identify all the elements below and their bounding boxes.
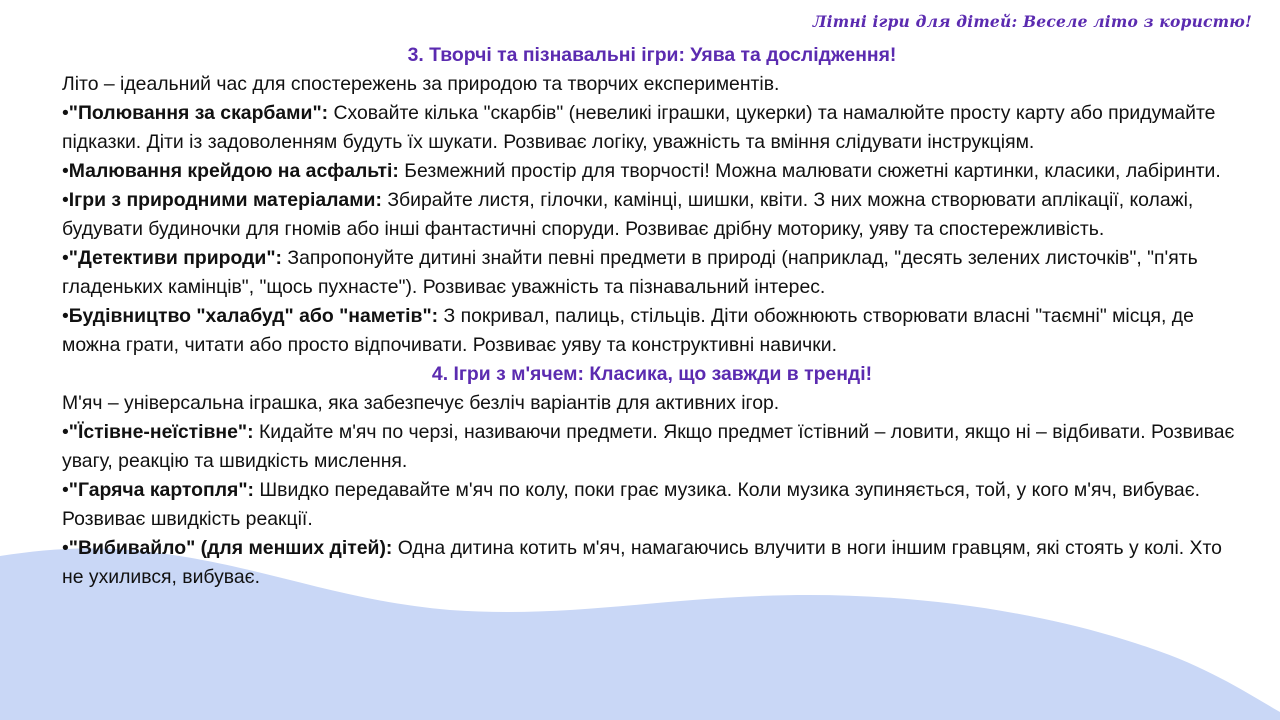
- item-title: Будівництво "халабуд" або "наметів":: [68, 305, 439, 327]
- list-item-nature-detectives: [62, 244, 1242, 302]
- list-item-hot-potato: [62, 476, 1242, 534]
- item-text: З покривал, палиць, стільців. Діти обожнюють створювати власні "таємні" місця, де можна грати, читати або просто відпочивати. Розвиває уяву та конструктивні навички.: [62, 305, 1194, 356]
- item-title: "Вибивайло" (для менших дітей):: [68, 537, 393, 559]
- section-4-intro: М'яч – універсальна іграшка, яка забезпечує безліч варіантів для активних ігор.: [62, 392, 780, 414]
- section-3-heading: 3. Творчі та пізнавальні ігри: Уява та дослідження!: [407, 44, 897, 66]
- bullet: •: [62, 160, 69, 182]
- item-text: Збирайте листя, гілочки, камінці, шишки, квіти. З них можна створювати аплікації, колажі, будувати будиночки для гномів або інші фантастичні споруди. Розвиває дрібну моторику, уяву та спостережливість.: [62, 189, 1194, 240]
- bullet: •: [62, 305, 69, 327]
- list-item-treasure-hunt: [62, 99, 1242, 157]
- item-text: Одна дитина котить м'яч, намагаючись влучити в ноги іншим гравцям, які стоять у колі. Хто не ухилився, вибуває.: [62, 537, 1222, 588]
- item-text: Сховайте кілька "скарбів" (невеликі іграшки, цукерки) та намалюйте просту карту або придумайте підказки. Діти із задоволенням будуть їх шукати. Розвиває логіку, уважність та вміння слідувати інструкціям.: [62, 102, 1216, 153]
- section-3-intro: Літо – ідеальний час для спостережень за природою та творчих експериментів.: [62, 73, 780, 95]
- list-item-edible-inedible: [62, 418, 1242, 476]
- item-text: Безмежний простір для творчості! Можна малювати сюжетні картинки, класики, лабіринти.: [398, 160, 1221, 182]
- item-title: Ігри з природними матеріалами:: [68, 189, 382, 211]
- item-title: "Полювання за скарбами":: [68, 102, 329, 124]
- bullet: •: [62, 102, 69, 124]
- item-title: "Їстівне-неїстівне":: [68, 421, 254, 443]
- list-item-building-forts: [62, 302, 1242, 360]
- item-title: Малювання крейдою на асфальті:: [68, 160, 399, 182]
- item-text: Швидко передавайте м'яч по колу, поки грає музика. Коли музика зупиняється, той, у кого м'яч, вибуває. Розвиває швидкість реакції.: [62, 479, 1200, 530]
- bullet: •: [62, 247, 69, 269]
- list-item-dodgeball: [62, 534, 1242, 592]
- bullet: •: [62, 421, 69, 443]
- item-text: Кидайте м'яч по черзі, називаючи предмети. Якщо предмет їстівний – ловити, якщо ні – відбивати. Розвиває увагу, реакцію та швидкість мислення.: [62, 421, 1235, 472]
- item-title: "Детективи природи":: [68, 247, 282, 269]
- bullet: •: [62, 189, 69, 211]
- bullet: •: [62, 537, 69, 559]
- item-text: Запропонуйте дитині знайти певні предмети в природі (наприклад, "десять зелених листочків", "п'ять гладеньких камінців", "щось пухнасте"). Розвиває уважність та пізнавальний інтерес.: [62, 247, 1198, 298]
- slide-content: [62, 41, 1242, 592]
- section-4-heading: 4. Ігри з м'ячем: Класика, що завжди в тренді!: [431, 363, 873, 385]
- presentation-title: Літні ігри для дітей: Веселе літо з користю!: [812, 12, 1252, 31]
- list-item-natural-materials: [62, 186, 1242, 244]
- bullet: •: [62, 479, 69, 501]
- item-title: "Гаряча картопля":: [68, 479, 255, 501]
- list-item-chalk-drawing: [62, 157, 1242, 186]
